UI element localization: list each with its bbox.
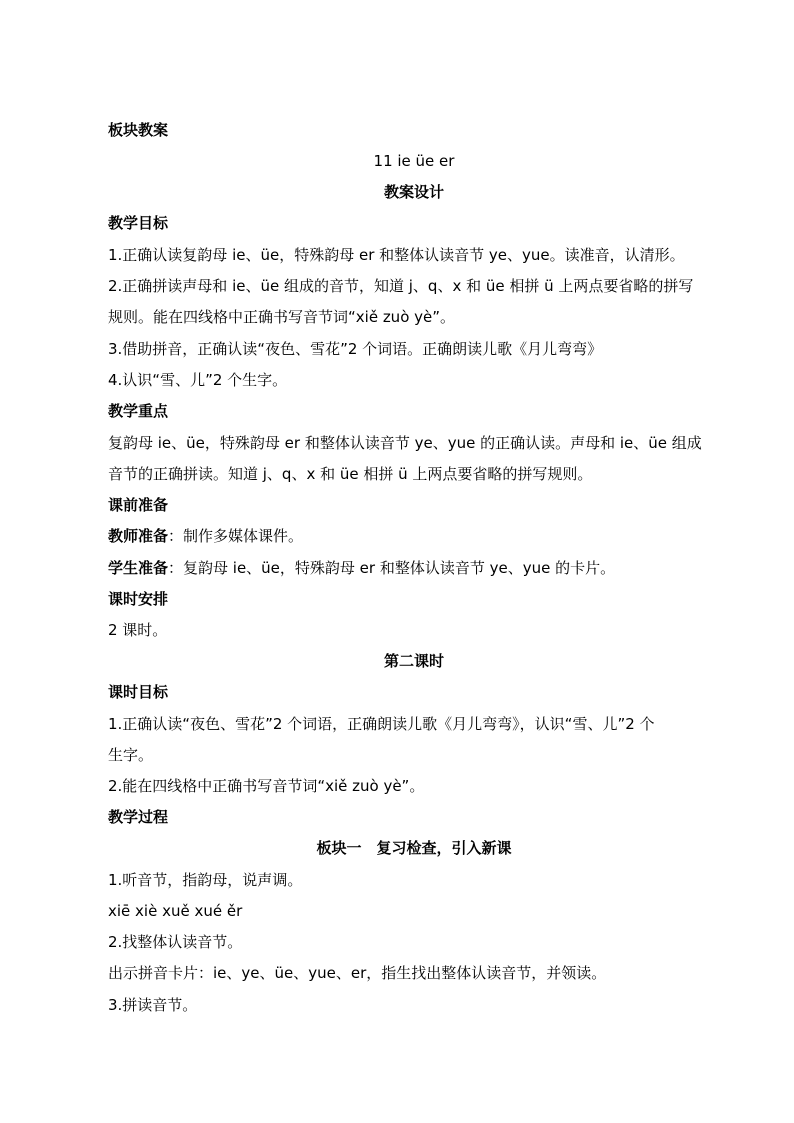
process-item-1: 1.听音节，指韵母，说声调。 <box>108 871 303 889</box>
key-point-line-1: 复韵母 ie、üe，特殊韵母 er 和整体认读音节 ye、yue 的正确认读。声母和 ie、üe 组成 <box>108 434 702 452</box>
objective-4: 4.认识“雪、儿”2 个生字。 <box>108 371 288 389</box>
teacher-prep-label: 教师准备 <box>108 527 169 545</box>
process-item-3: 3.拼读音节。 <box>108 996 198 1014</box>
lesson-title: 11 ie üe er <box>373 152 455 170</box>
process-item-2-detail: 出示拼音卡片：ie、ye、üe、yue、er，指生找出整体认读音节，并领读。 <box>108 964 607 982</box>
key-points-heading: 教学重点 <box>108 402 169 420</box>
objective-3: 3.借助拼音，正确认读“夜色、雪花”2 个词语。正确朗读儿歌《月儿弯弯》 <box>108 340 603 358</box>
prep-heading: 课前准备 <box>108 496 169 514</box>
lesson-objective-1-cont: 生字。 <box>108 746 154 764</box>
section-title: 板块教案 <box>108 121 169 139</box>
key-point-line-2: 音节的正确拼读。知道 j、q、x 和 üe 相拼 ü 上两点要省略的拼写规则。 <box>108 465 593 483</box>
process-item-2: 2.找整体认读音节。 <box>108 933 243 951</box>
process-syllables: xiē xiè xuě xué ěr <box>108 902 243 920</box>
objectives-heading: 教学目标 <box>108 214 169 232</box>
second-lesson-heading: 第二课时 <box>383 652 444 670</box>
teacher-prep-text: ：制作多媒体课件。 <box>168 527 304 545</box>
lesson-objectives-heading: 课时目标 <box>108 683 169 701</box>
student-prep-label: 学生准备 <box>108 559 169 577</box>
objective-2: 2.正确拼读声母和 ie、üe 组成的音节，知道 j、q、x 和 üe 相拼 ü 上两点要省略的拼写 <box>108 277 694 295</box>
schedule-text: 2 课时。 <box>108 621 168 639</box>
objective-1: 1.正确认读复韵母 ie、üe，特殊韵母 er 和整体认读音节 ye、yue。读准音，认清形。 <box>108 246 685 264</box>
student-prep-text: ：复韵母 ie、üe，特殊韵母 er 和整体认读音节 ye、yue 的卡片。 <box>168 559 616 577</box>
lesson-objective-1: 1.正确认读“夜色、雪花”2 个词语，正确朗读儿歌《月儿弯弯》，认识“雪、儿”2 个 <box>108 715 655 733</box>
block-one-heading: 板块一 复习检查，引入新课 <box>316 839 512 857</box>
lesson-objective-2: 2.能在四线格中正确书写音节词“xiě zuò yè”。 <box>108 777 425 795</box>
schedule-heading: 课时安排 <box>108 590 169 608</box>
teacher-prep <box>108 525 720 547</box>
process-heading: 教学过程 <box>108 808 169 826</box>
student-prep <box>108 557 720 579</box>
objective-2-cont: 规则。能在四线格中正确书写音节词“xiě zuò yè”。 <box>108 308 456 326</box>
design-heading: 教案设计 <box>383 183 444 201</box>
